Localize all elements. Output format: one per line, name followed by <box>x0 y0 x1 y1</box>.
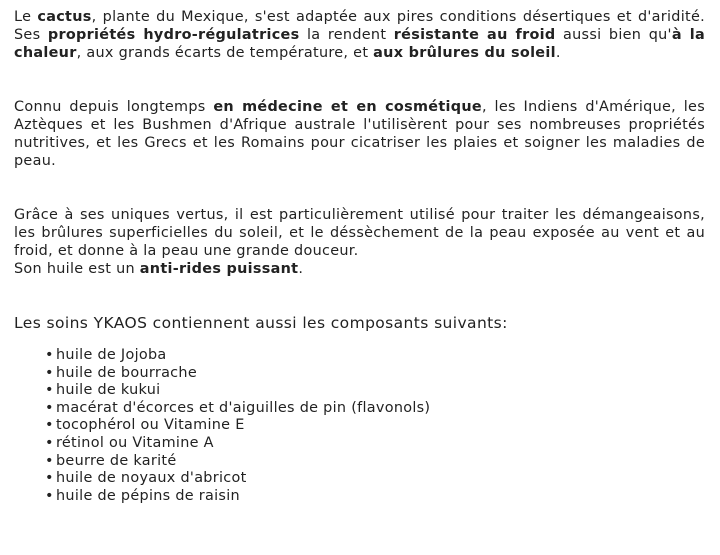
bullet-icon: • <box>45 434 54 451</box>
text: aussi bien qu' <box>555 27 672 43</box>
bullet-icon: • <box>45 364 54 381</box>
bullet-icon: • <box>45 417 54 434</box>
components-heading: Les soins YKAOS contiennent aussi les composants suivants: <box>14 314 508 332</box>
bold-text: propriétés hydro-régulatrices <box>47 27 300 43</box>
list-item <box>45 417 705 435</box>
list-item-label: macérat d'écorces et d'aiguilles de pin (flavonols) <box>56 399 431 416</box>
text: . <box>555 45 561 61</box>
list-item <box>45 453 705 471</box>
bold-text: aux brûlures du soleil <box>373 45 556 61</box>
list-item-label: huile de bourrache <box>56 364 197 381</box>
document-body <box>14 8 705 505</box>
paragraph-virtues <box>14 206 705 260</box>
paragraph-oil <box>14 260 705 278</box>
bullet-icon: • <box>45 452 54 469</box>
list-item-label: tocophérol ou Vitamine E <box>56 417 245 434</box>
text: , les Indiens d'Amérique, les Aztèques et les Bushmen d'Afrique australe l'utilisèrent pour ses nombreuses propriétés nutritives, et les Grecs et les Romains pour cicatriser les plaies et soigner les maladies de peau. <box>14 99 705 169</box>
bold-text: en médecine et en cosmétique <box>213 99 482 115</box>
text: Son huile est un <box>14 261 140 277</box>
list-item-label: huile de noyaux d'abricot <box>56 470 247 487</box>
list-item <box>45 470 705 488</box>
list-item-label: huile de kukui <box>56 382 161 399</box>
list-item-label: rétinol ou Vitamine A <box>56 434 214 451</box>
text: la rendent <box>299 27 394 43</box>
text: . <box>298 261 304 277</box>
list-item <box>45 400 705 418</box>
text: Le <box>14 9 38 25</box>
paragraph-spacer <box>14 62 705 98</box>
list-item <box>45 488 705 506</box>
bold-text: anti-rides puissant <box>139 261 299 277</box>
text: , plante du Mexique, s'est adaptée aux pires conditions désertiques et d'aridité. Ses <box>14 9 706 43</box>
list-item <box>45 347 705 365</box>
components-list <box>14 347 705 505</box>
list-item-label: beurre de karité <box>56 452 177 469</box>
bullet-icon: • <box>45 399 54 416</box>
list-item <box>45 435 705 453</box>
bullet-icon: • <box>45 470 54 487</box>
paragraph-history <box>14 98 705 170</box>
bold-text: à la chaleur <box>14 27 705 61</box>
bold-text: cactus <box>37 9 92 25</box>
list-item-label: huile de Jojoba <box>56 347 167 363</box>
paragraph-cactus-intro <box>14 8 705 62</box>
paragraph-spacer <box>14 278 705 314</box>
list-item <box>45 365 705 383</box>
text: , aux grands écarts de température, et <box>76 45 374 61</box>
text: Connu depuis longtemps <box>14 99 214 115</box>
bullet-icon: • <box>45 347 54 363</box>
paragraph-spacer <box>14 170 705 206</box>
list-item <box>45 382 705 400</box>
bold-text: résistante au froid <box>393 27 556 43</box>
bullet-icon: • <box>45 382 54 399</box>
text: Grâce à ses uniques vertus, il est particulièrement utilisé pour traiter les démangeaisons, les brûlures superficielles du soleil, et le déssèchement de la peau exposée au vent et au froid, et donne à la peau une grande douceur. <box>14 207 705 259</box>
bullet-icon: • <box>45 487 54 504</box>
list-item-label: huile de pépins de raisin <box>56 487 240 504</box>
